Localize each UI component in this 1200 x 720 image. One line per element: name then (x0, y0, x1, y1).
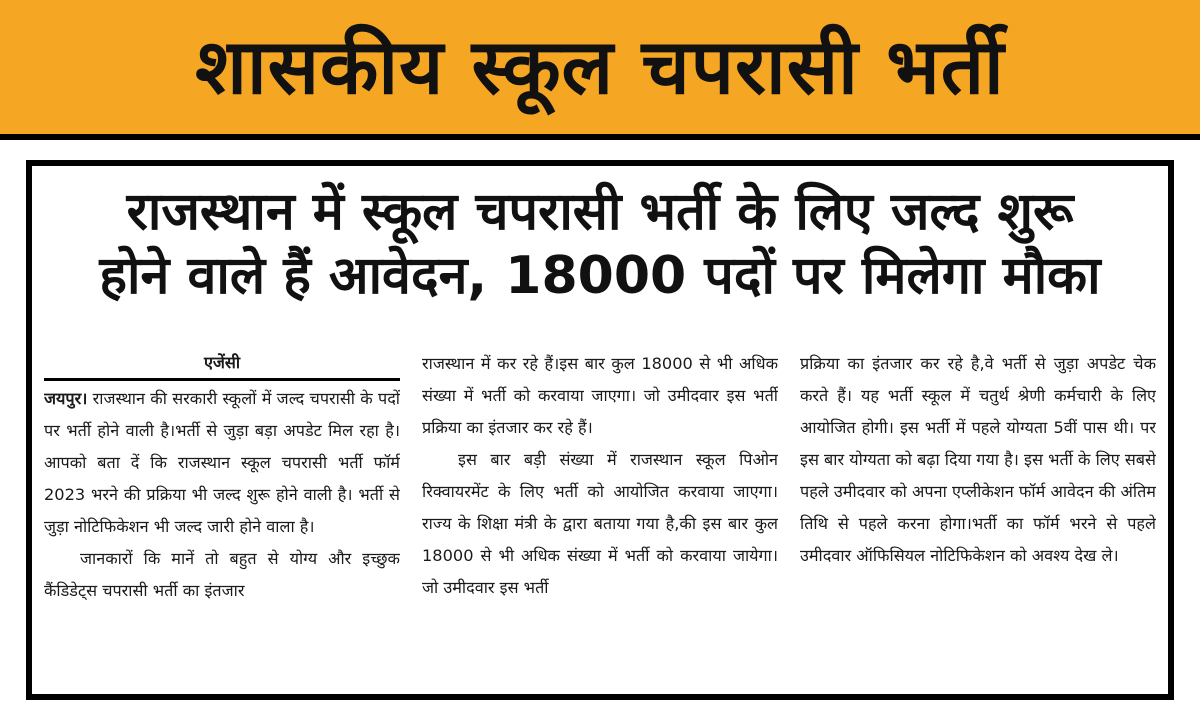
article-column-1 (44, 348, 400, 686)
byline: एजेंसी (44, 348, 400, 381)
article-columns (44, 348, 1156, 686)
dateline: जयपुर। (44, 389, 88, 408)
headline-line-1: राजस्थान में स्कूल चपरासी भर्ती के लिए जल्द शुरू (126, 182, 1074, 242)
column-1-paragraph-1 (44, 383, 400, 543)
banner-title: शासकीय स्कूल चपरासी भर्ती (195, 22, 1005, 111)
article-frame (26, 160, 1174, 700)
column-1-paragraph-2: जानकारों कि मानें तो बहुत से योग्य और इच्छुक कैंडिडेट्स चपरासी भर्ती का इंतजार (44, 549, 400, 600)
article-column-2 (422, 348, 778, 686)
column-3-paragraph-1: प्रक्रिया का इंतजार कर रहे है,वे भर्ती से जुड़ा अपडेट चेक करते हैं। यह भर्ती स्कूल में चतुर्थ श्रेणी कर्मचारी के लिए आयोजित होगी। इस भर्ती में पहले योग्यता 5वीं पास थी। पर इस बार योग्यता को बढ़ा दिया गया है। इस भर्ती के लिए सबसे पहले उमीदवार को अपना एप्लीकेशन फॉर्म आवेदन की अंतिम तिथि से पहले करना होगा।भर्ती का फॉर्म भरने से पहले उमीदवार ऑफिसियल नोटिफिकेशन को अवश्य देख ले। (800, 354, 1156, 565)
headline (32, 180, 1168, 308)
column-1-paragraph-1-text: राजस्थान की सरकारी स्कूलों में जल्द चपरासी के पदों पर भर्ती होने वाली है।भर्ती से जुड़ा बड़ा अपडेट मिल रहा है। आपको बता दें कि राजस्थान स्कूल चपरासी भर्ती फॉर्म 2023 भरने की प्रक्रिया भी जल्द शुरू होने वाली है। भर्ती से जुड़ा नोटिफिकेशन भी जल्द जारी होने वाला है। (44, 389, 400, 536)
article-column-3 (800, 348, 1156, 686)
title-banner (0, 0, 1200, 140)
column-2-paragraph-2: इस बार बड़ी संख्या में राजस्थान स्कूल पिओन रिक्वायरमेंट के लिए भर्ती को आयोजित करवाया जाएगा। राज्य के शिक्षा मंत्री के द्वारा बताया गया है,की इस बार कुल 18000 से भी अधिक संख्या में भर्ती को करवाया जायेगा। जो उमीदवार इस भर्ती (422, 450, 778, 597)
column-2-paragraph-1: राजस्थान में कर रहे हैं।इस बार कुल 18000 से भी अधिक संख्या में भर्ती को करवाया जाएगा। जो उमीदवार इस भर्ती प्रक्रिया का इंतजार कर रहे हैं। (422, 354, 778, 437)
headline-line-2: होने वाले हैं आवेदन, 18000 पदों पर मिलेगा मौका (99, 246, 1101, 306)
